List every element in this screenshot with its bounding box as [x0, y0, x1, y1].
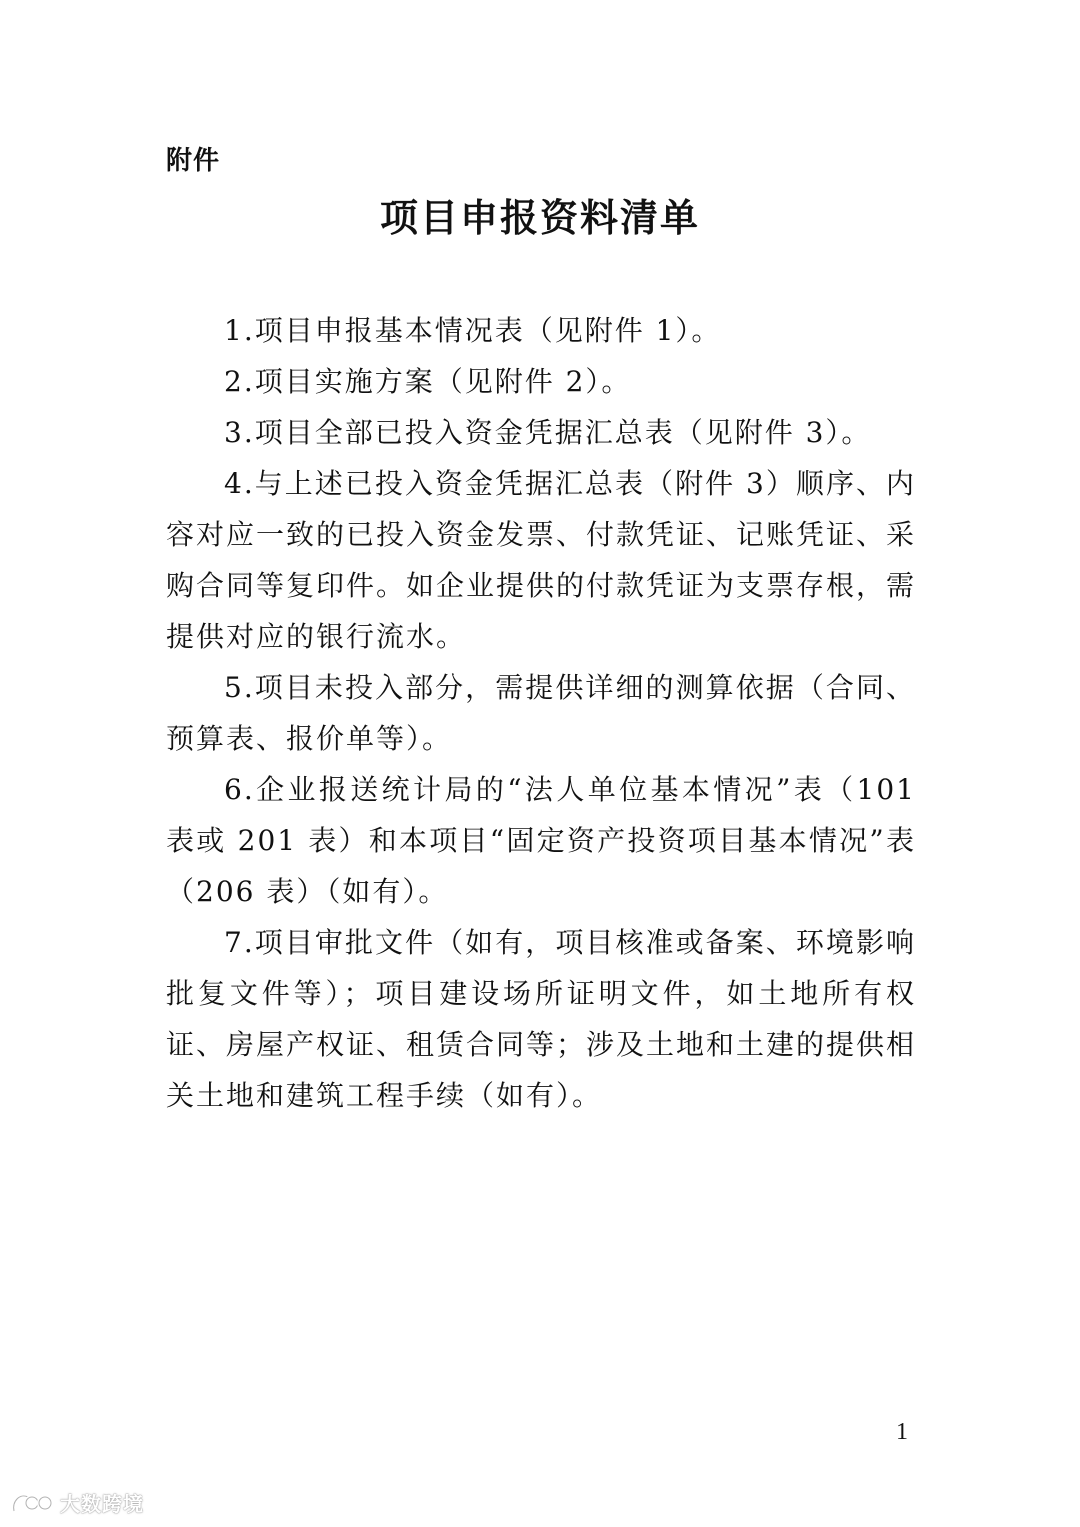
- attachment-label: 附件: [166, 146, 221, 176]
- checklist-item-3: 3.项目全部已投入资金凭据汇总表（见附件 3）。: [224, 416, 872, 449]
- checklist-item-6: 6.企业报送统计局的“法人单位基本情况”表（101 表或 201 表）和本项目“固定资产投资项目基本情况”表（206 表）（如有）。: [166, 773, 916, 908]
- checklist-item-2: 2.项目实施方案（见附件 2）。: [224, 365, 632, 398]
- watermark-text: 大数跨境: [60, 1492, 144, 1516]
- page-number: 1: [896, 1419, 908, 1445]
- checklist: [166, 305, 916, 1121]
- checklist-item-5: 5.项目未投入部分，需提供详细的测算依据（合同、预算表、报价单等）。: [166, 671, 916, 755]
- checklist-item-4: 4.与上述已投入资金凭据汇总表（附件 3）顺序、内容对应一致的已投入资金发票、付款凭证、记账凭证、采购合同等复印件。如企业提供的付款凭证为支票存根，需提供对应的银行流水。: [166, 467, 917, 653]
- watermark: [10, 1488, 144, 1517]
- watermark-logo-icon: [10, 1489, 54, 1517]
- checklist-item-1: 1.项目申报基本情况表（见附件 1）。: [224, 314, 722, 347]
- page-title: 项目申报资料清单: [379, 196, 700, 240]
- checklist-item-7: 7.项目审批文件（如有，项目核准或备案、环境影响批复文件等）；项目建设场所证明文件，如土地所有权证、房屋产权证、租赁合同等；涉及土地和土建的提供相关土地和建筑工程手续（如有）。: [166, 926, 917, 1112]
